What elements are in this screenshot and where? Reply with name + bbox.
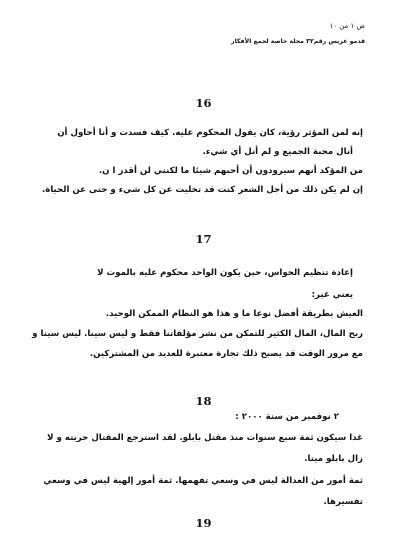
paragraph-line: زال بابلو ميتا. (304, 454, 363, 464)
page-number: ص ١ من ١٠ (329, 22, 365, 30)
paragraph-line: إنه لمن المؤثر رؤية، كان يقول المحكوم عليه. كيف فسدت و أنا أحاول أن (57, 128, 363, 138)
paragraph-line: يعني غير: (311, 290, 353, 300)
paragraph-line: أنال محبة الجميع و لم أنل أي شيء. (202, 147, 353, 157)
paragraph-line: غدا سيكون ثمة سبع سنوات منذ مقتل بابلو. لقد استرجع المقتال حريته و لا (47, 433, 363, 443)
paragraph-line: إعادة تنظيم الحواس، حين يكون الواحد محكوم عليه بالموت لا (97, 268, 353, 278)
paragraph-line: ٢ نوفمبر من سنة ٢٠٠٠ : (235, 412, 339, 422)
page-header: قدمو عريس رقم٣٢ مجلة خاصة لجمع الأفكار (231, 38, 365, 45)
section-number: 18 (195, 394, 212, 408)
paragraph-line: ربح المال، المال الكثير للتمكن من نشر مؤلفاتنا فقط و ليس سينا. ليس سينا و (32, 329, 363, 339)
section-number: 17 (195, 232, 212, 246)
paragraph-line: مع مرور الوقت قد يصبح ذلك تجارة معتبرة للعديد من المشتركين. (89, 349, 363, 359)
paragraph-line: من المؤكد أنهم سيرودون أن أحبهم شيئا ما لكنني لن أقدر ا ن. (98, 166, 363, 176)
paragraph-line: العيش بطريقة أفضل نوعا ما و هذا هو النظام الممكن الوحيد. (105, 309, 363, 319)
section-number: 16 (195, 96, 212, 110)
paragraph-line: إن لم يكن ذلك من أجل الشعر كنت قد تخليت عن كل شيء و حتى عن الحياة. (41, 185, 363, 195)
paragraph-line: تفسيرها. (323, 497, 363, 507)
section-number: 19 (195, 516, 212, 530)
paragraph-line: ثمة أمور من العدالة ليس في وسعي تفهمها. ثمة أمور إلهية ليس في وسعي (43, 476, 363, 486)
